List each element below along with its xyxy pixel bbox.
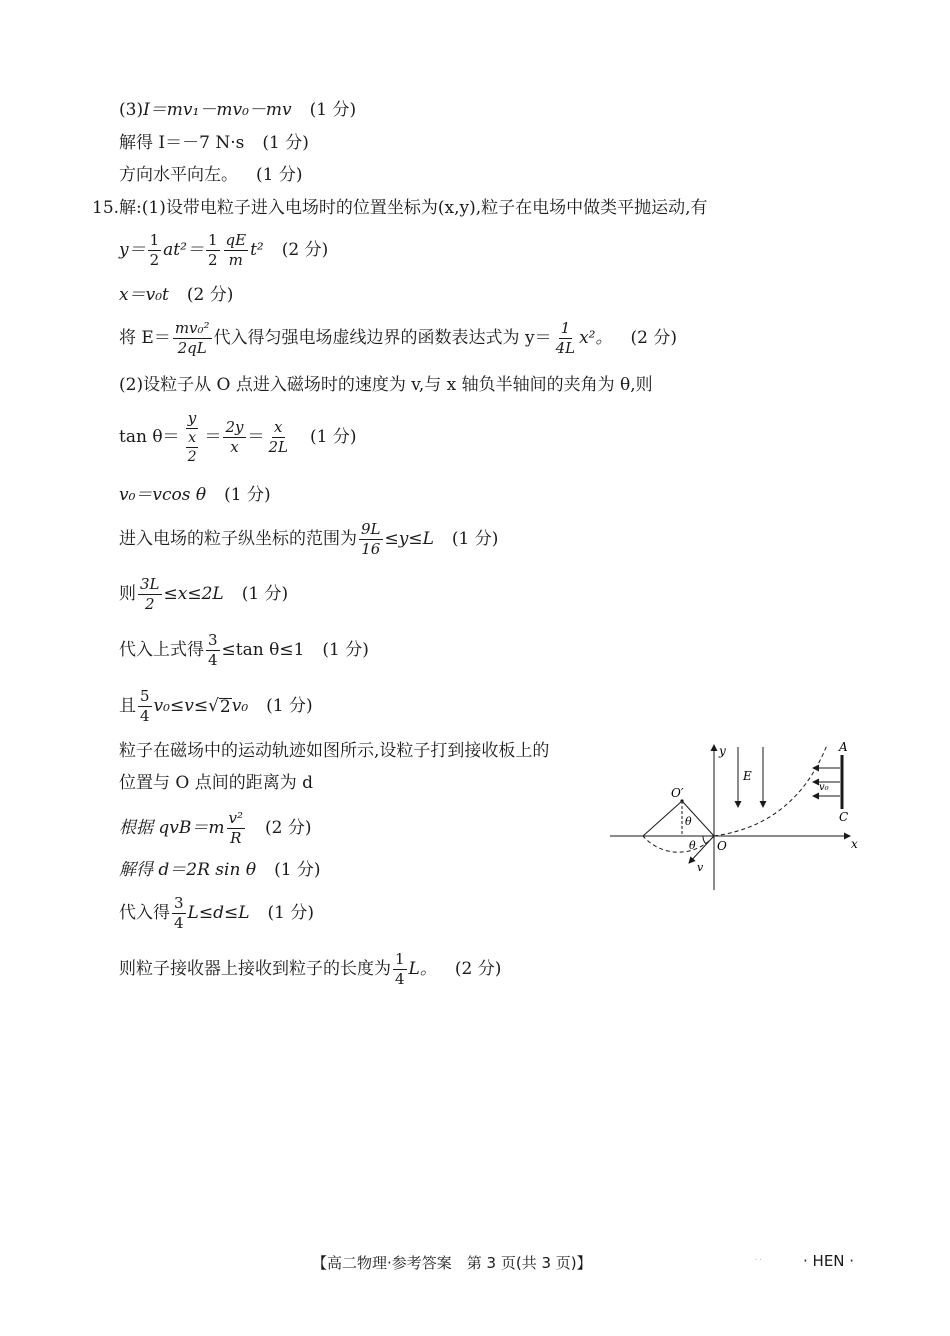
fraction-den: 2 <box>207 251 218 270</box>
tan-lhs: tan θ＝ <box>119 427 180 448</box>
fraction <box>172 895 186 933</box>
part3-line1 <box>119 102 356 119</box>
eq3-post: x²。 <box>579 328 613 349</box>
score: (1 分) <box>224 485 271 505</box>
fraction-num: 1 <box>206 232 220 251</box>
score: (2 分) <box>265 818 312 839</box>
fraction-den: 4 <box>395 970 405 989</box>
vrange-pre: 且 <box>119 696 136 717</box>
q15-intro <box>92 200 708 217</box>
vrange-post: v₀ <box>231 696 249 717</box>
origin-label: O <box>717 839 727 853</box>
range-post: ≤y≤L <box>384 529 434 550</box>
fraction-den: 4L <box>555 339 576 358</box>
drange-pre: 代入得 <box>119 903 170 924</box>
footer-title: 【高二物理·参考答案 第 3 页(共 3 页)】 <box>312 1254 592 1272</box>
v0-line <box>119 487 271 504</box>
fraction-den: 2qL <box>177 339 207 358</box>
fraction <box>206 632 220 670</box>
eq3-mid: 代入得匀强电场虚线边界的函数表达式为 y＝ <box>213 328 552 349</box>
fraction <box>182 410 203 465</box>
drange-post: L≤d≤L <box>187 903 250 924</box>
fraction-num: 1 <box>559 320 573 339</box>
q15-intro-text: 15.解:(1)设带电粒子进入电场时的位置坐标为(x,y),粒子在电场中做类平抛运动,有 <box>92 198 708 218</box>
fraction-den: 2 <box>144 595 155 614</box>
traj-line2 <box>119 775 313 792</box>
score: (1 分) <box>310 427 357 448</box>
impulse-result: 解得 I＝－7 N·s <box>119 133 245 153</box>
eq1-mid: at²＝ <box>163 240 204 261</box>
fraction <box>148 232 162 270</box>
e-label: E <box>743 769 752 783</box>
fraction-den: x <box>230 438 239 457</box>
xrange-post: ≤x≤2L <box>163 584 224 605</box>
fraction-num: 3 <box>206 632 220 651</box>
fraction <box>267 419 291 457</box>
score: (2 分) <box>186 285 234 305</box>
fraction-den: R <box>230 829 242 848</box>
qvb-pre: 根据 qvB＝m <box>119 818 225 839</box>
fraction <box>138 688 152 726</box>
fraction-num: 1 <box>393 951 407 970</box>
field-boundary <box>714 745 827 836</box>
fraction-den <box>182 429 203 465</box>
fraction-den: m <box>228 251 243 270</box>
fraction-den: 4 <box>140 707 150 726</box>
length-line <box>119 951 501 989</box>
score: (1 分) <box>274 860 321 880</box>
fraction-num: v² <box>227 810 246 829</box>
length-post: L。 <box>408 959 437 980</box>
trajectory-text-1: 粒子在磁场中的运动轨迹如图所示,设粒子打到接收板上的 <box>119 741 550 761</box>
fraction-den: 16 <box>361 540 381 559</box>
score: (2 分) <box>454 959 502 980</box>
footer-code: · HEN · <box>803 1252 855 1270</box>
score: (1 分) <box>322 640 369 661</box>
drange-line <box>119 895 314 933</box>
theta-label-1: θ <box>685 815 692 828</box>
equals: ＝ <box>247 427 265 448</box>
sqrt-sign: √ <box>208 696 219 717</box>
center-label: O′ <box>671 786 684 800</box>
qvb-line <box>119 810 312 848</box>
score: (2 分) <box>630 328 677 349</box>
fraction <box>224 232 249 270</box>
fraction-num: 3L <box>138 576 162 595</box>
v0-label: v₀ <box>819 782 829 793</box>
fraction-num: mv₀² <box>173 320 212 339</box>
eq1-t: t² <box>250 240 264 261</box>
score: (1 分) <box>309 100 357 120</box>
footer-dots: · · <box>755 1256 762 1264</box>
tan-line <box>119 410 357 465</box>
fraction-den: 4 <box>174 914 184 933</box>
part3-label: (3) <box>119 100 144 120</box>
vrange-line <box>119 688 313 726</box>
v-label: v <box>697 861 704 874</box>
fraction <box>173 320 212 358</box>
fraction-den: 4 <box>208 651 218 670</box>
fraction-num: 3 <box>172 895 186 914</box>
eq1-line <box>119 232 328 270</box>
fraction <box>138 576 162 614</box>
equals: ＝ <box>204 427 222 448</box>
part2-intro <box>119 377 653 394</box>
vrange-mid: v₀≤v≤ <box>153 696 209 717</box>
fraction-num: 2y <box>223 419 245 438</box>
score: (1 分) <box>451 529 499 550</box>
xrange-line <box>119 576 288 614</box>
fraction-num: 5 <box>138 688 152 707</box>
trajectory-text-2: 位置与 O 点间的距离为 d <box>119 773 314 793</box>
fraction <box>359 521 383 559</box>
v0-eq: v₀＝vcos θ <box>119 485 207 505</box>
d-line <box>119 862 321 879</box>
score: (1 分) <box>256 165 303 185</box>
range-pre: 进入电场的粒子纵坐标的范围为 <box>119 529 357 550</box>
range-line <box>119 521 498 559</box>
tanrange-line <box>119 632 369 670</box>
theta-arc-origin <box>703 836 706 844</box>
fraction <box>227 810 246 848</box>
tanrange-pre: 代入上式得 <box>119 640 204 661</box>
fraction <box>223 419 245 457</box>
score: (1 分) <box>241 584 289 605</box>
part3-line2 <box>119 135 309 152</box>
fraction-num: qE <box>224 232 249 251</box>
d-eq: 解得 d＝2R sin θ <box>119 860 257 880</box>
direction-text: 方向水平向左。 <box>119 165 238 185</box>
traj-line1 <box>119 743 549 760</box>
fraction-num: x <box>272 419 284 438</box>
a-label: A <box>839 740 848 754</box>
trajectory-figure <box>605 735 870 895</box>
x-axis-label: x <box>851 837 858 851</box>
fraction-num: 9L <box>359 521 383 540</box>
fraction-num: 1 <box>148 232 162 251</box>
fraction-num: y <box>186 410 198 429</box>
fraction <box>393 951 407 989</box>
score: (1 分) <box>266 696 313 717</box>
eq2: x＝v₀t <box>119 285 169 305</box>
length-pre: 则粒子接收器上接收到粒子的长度为 <box>119 959 391 980</box>
part3-line3 <box>119 167 302 184</box>
score: (1 分) <box>267 903 314 924</box>
eq3-pre: 将 E＝ <box>119 328 171 349</box>
eq1-lhs: y＝ <box>119 240 146 261</box>
fraction <box>554 320 578 358</box>
radius-left <box>643 801 682 836</box>
nested-fraction <box>186 430 199 465</box>
fraction <box>206 232 220 270</box>
c-label: C <box>839 810 849 824</box>
score: (2 分) <box>281 240 329 261</box>
theta-label-2: θ <box>689 839 696 852</box>
xrange-pre: 则 <box>119 584 136 605</box>
sqrt-radicand: 2 <box>219 696 231 717</box>
tanrange-post: ≤tan θ≤1 <box>221 640 305 661</box>
eq2-line <box>119 287 233 304</box>
fraction-num: x <box>186 430 198 448</box>
eq3-line <box>119 320 677 358</box>
score: (1 分) <box>262 133 309 153</box>
y-axis-label: y <box>719 744 726 758</box>
part2-intro-text: (2)设粒子从 O 点进入磁场时的速度为 v,与 x 轴负半轴间的夹角为 θ,则 <box>119 375 653 395</box>
fraction-den: 2 <box>149 251 160 270</box>
fraction-den: 2L <box>268 438 289 457</box>
impulse-equation: I＝mv₁－mv₀－mv <box>143 100 292 120</box>
fraction-den: 2 <box>187 449 197 466</box>
